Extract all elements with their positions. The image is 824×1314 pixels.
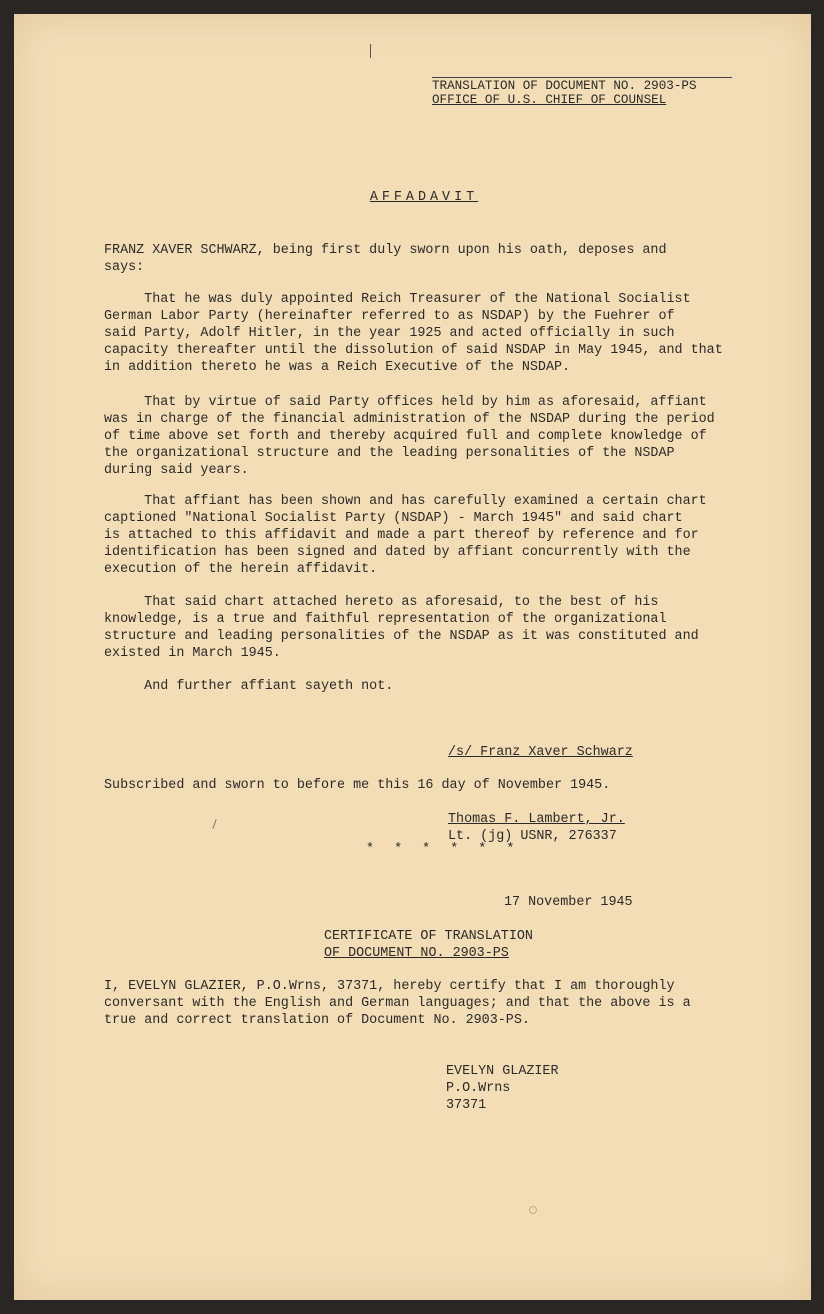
page-mark	[370, 44, 371, 58]
separator: * * * * * *	[366, 842, 521, 857]
certificate-body: I, EVELYN GLAZIER, P.O.Wrns, 37371, hereby certify that I am thoroughly conversant with the English and German languages; and that the above is a true and correct translation of Document No. 2903-PS.	[104, 979, 691, 1028]
notary-rank: Lt. (jg) USNR, 276337	[448, 829, 617, 844]
header-document-number: TRANSLATION OF DOCUMENT NO. 2903-PS	[432, 77, 732, 94]
translator-rank: P.O.Wrns	[446, 1081, 511, 1096]
subscribed-line: Subscribed and sworn to before me this 16 day of November 1945.	[104, 778, 611, 793]
paragraph-3: That affiant has been shown and has carefully examined a certain chart captioned "National Socialist Party (NSDAP) - March 1945" and said chart is attached to this affidavit and made a part thereof by reference and for identification has been signed and dated by affiant concurrently with the execution of the herein affidavit.	[104, 494, 707, 577]
paragraph-1: That he was duly appointed Reich Treasurer of the National Socialist German Labor Party (hereinafter referred to as NSDAP) by the Fuehrer of said Party, Adolf Hitler, in the year 1925 and acted officially in such capacity thereafter until the dissolution of said NSDAP in May 1945, and that in addition thereto he was a Reich Executive of the NSDAP.	[104, 292, 723, 375]
certificate-document-number: OF DOCUMENT NO. 2903-PS	[324, 946, 509, 961]
paper-speck	[529, 1206, 537, 1214]
affiant-signature: /s/ Franz Xaver Schwarz	[448, 745, 633, 760]
intro-paragraph: FRANZ XAVER SCHWARZ, being first duly sworn upon his oath, deposes and says:	[104, 243, 667, 275]
translator-number: 37371	[446, 1098, 487, 1113]
pencil-mark	[212, 819, 216, 829]
document-page	[14, 14, 811, 1300]
header-office: OFFICE OF U.S. CHIEF OF COUNSEL	[432, 93, 667, 107]
certificate-date: 17 November 1945	[504, 895, 633, 910]
translator-name: EVELYN GLAZIER	[446, 1064, 559, 1079]
certificate-title: CERTIFICATE OF TRANSLATION	[324, 929, 533, 944]
affidavit-title: AFFADAVIT	[369, 190, 479, 205]
paragraph-4: That said chart attached hereto as aforesaid, to the best of his knowledge, is a true and faithful representation of the organizational structure and leading personalities of the NSDAP as it was constituted and existed in March 1945.	[104, 595, 699, 661]
notary-name: Thomas F. Lambert, Jr.	[448, 812, 625, 827]
closing-line: And further affiant sayeth not.	[104, 679, 394, 694]
paragraph-2: That by virtue of said Party offices held by him as aforesaid, affiant was in charge of the financial administration of the NSDAP during the period of time above set forth and thereby acquired full and complete knowledge of the organizational structure and the leading personalities of the NSDAP during said years.	[104, 395, 715, 478]
